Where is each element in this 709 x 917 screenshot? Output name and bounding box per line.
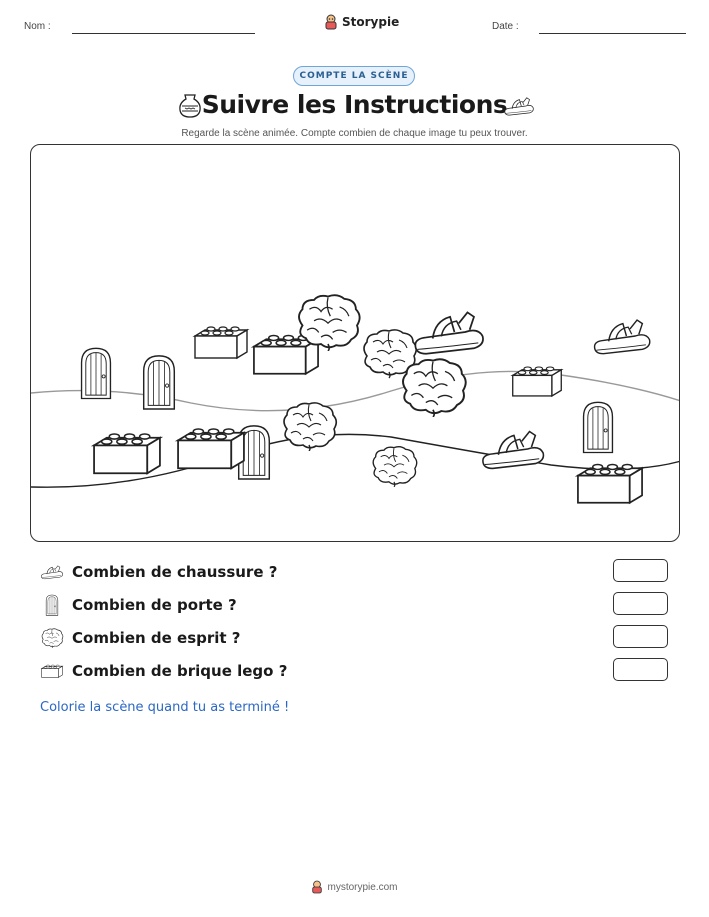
door-4	[584, 402, 613, 452]
coloring-instruction: Colorie la scène quand tu as terminé !	[40, 700, 290, 715]
lego-brick-icon	[40, 660, 64, 682]
brain-3	[403, 359, 466, 417]
question-label: Combien de brique lego ?	[72, 662, 288, 680]
brand-name: Storypie	[342, 15, 400, 29]
brain-icon	[40, 627, 64, 649]
footer	[0, 880, 709, 894]
storypie-mascot-icon	[311, 880, 323, 894]
scene-frame	[30, 144, 680, 542]
sandal-icon	[503, 94, 535, 118]
footer-url[interactable]: mystorypie.com	[327, 881, 398, 893]
lego-brick-1	[195, 327, 247, 358]
lego-brick-3	[513, 367, 562, 396]
question-brain	[40, 627, 241, 649]
lego-brick-5	[178, 429, 244, 468]
shoe-icon	[40, 561, 64, 583]
lego-brick-6	[578, 465, 642, 503]
activity-badge: COMPTE LA SCÈNE	[293, 66, 415, 86]
sandal-2	[595, 320, 650, 354]
question-lego	[40, 660, 287, 682]
brand-logo	[324, 14, 399, 30]
answer-box-brain[interactable]	[613, 625, 668, 648]
brain-1	[299, 295, 360, 351]
question-label: Combien de porte ?	[72, 596, 237, 614]
page-subtitle: Regarde la scène animée. Compte combien de chaque image tu peux trouver.	[181, 128, 528, 139]
sandal-3	[483, 432, 544, 469]
brain-4	[284, 403, 336, 451]
scene-illustration	[31, 145, 680, 542]
door-2	[144, 356, 175, 409]
storypie-mascot-icon	[324, 14, 338, 30]
answer-box-lego[interactable]	[613, 658, 668, 681]
answer-box-shoe[interactable]	[613, 559, 668, 582]
date-label: Date :	[492, 21, 519, 32]
question-door	[40, 594, 237, 616]
door-icon	[40, 594, 64, 616]
page-title: Suivre les Instructions	[201, 90, 508, 119]
answer-box-door[interactable]	[613, 592, 668, 615]
door-1	[82, 348, 111, 398]
name-line[interactable]	[72, 33, 255, 34]
question-label: Combien de esprit ?	[72, 629, 241, 647]
lego-brick-4	[94, 434, 160, 473]
question-shoe	[40, 561, 277, 583]
question-label: Combien de chaussure ?	[72, 563, 278, 581]
date-line[interactable]	[539, 33, 686, 34]
brain-5	[373, 447, 417, 487]
sandal-1	[415, 312, 483, 353]
name-label: Nom :	[24, 21, 51, 32]
